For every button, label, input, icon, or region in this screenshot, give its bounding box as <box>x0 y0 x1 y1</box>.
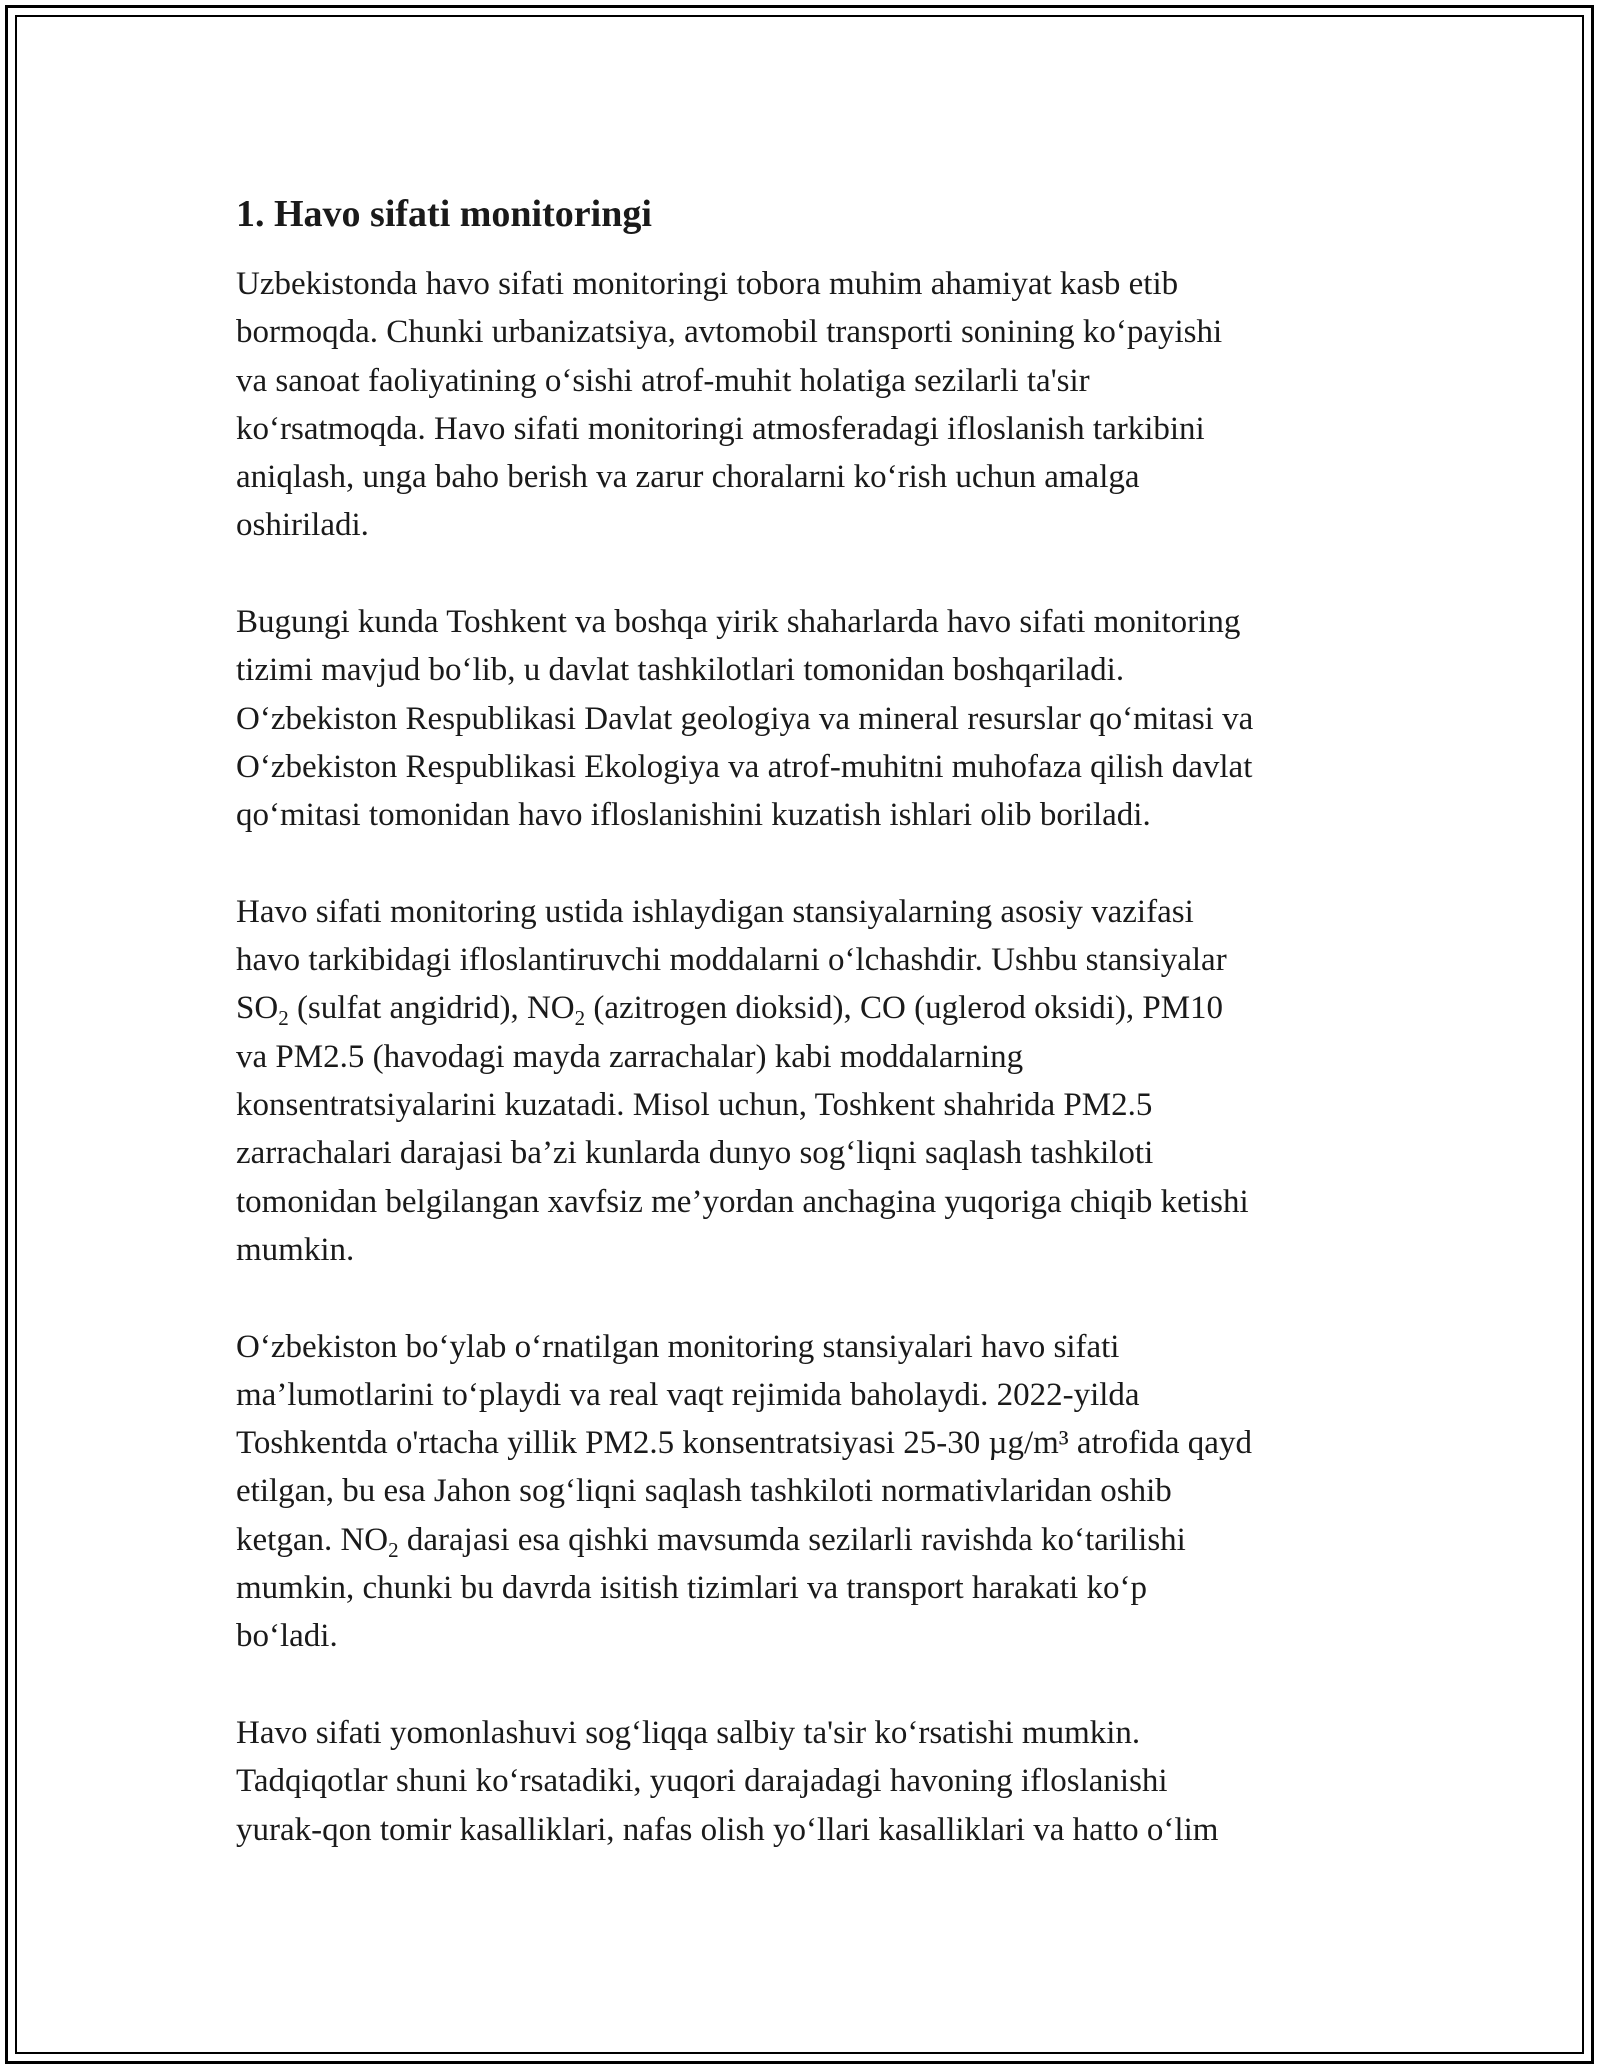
text-line: Uzbekistonda havo sifati monitoringi tobora muhim ahamiyat kasb etib <box>236 266 1179 302</box>
text-line: Havo sifati yomonlashuvi sog‘liqqa salbiy ta'sir ko‘rsatishi mumkin. <box>236 1714 1141 1751</box>
text-line: va sanoat faoliyatining o‘sishi atrof-muhit holatiga sezilarli ta'sir <box>236 362 1090 399</box>
text-line: O‘zbekiston bo‘ylab o‘rnatilgan monitoring stansiyalari havo sifati <box>236 1328 1120 1365</box>
paragraph-4 <box>236 1323 1386 1661</box>
paragraph-gap <box>236 840 1386 888</box>
text-line: yurak-qon tomir kasalliklari, nafas olish yo‘llari kasalliklari va hatto o‘lim <box>236 1811 1219 1848</box>
subscript: 2 <box>388 1537 399 1562</box>
paragraph-gap <box>236 1274 1386 1322</box>
section-title: 1. Havo sifati monitoringi <box>236 193 652 235</box>
text-line: qo‘mitasi tomonidan havo ifloslanishini kuzatish ishlari olib boriladi. <box>236 797 1151 834</box>
text-line: zarrachalari darajasi ba’zi kunlarda dunyo sog‘liqni saqlash tashkiloti <box>236 1135 1154 1172</box>
paragraph-gap <box>236 1661 1386 1709</box>
text-line: O‘zbekiston Respublikasi Davlat geologiya va mineral resurslar qo‘mitasi va <box>236 700 1254 737</box>
text-span: ketgan. NO <box>236 1521 389 1558</box>
subscript: 2 <box>574 1006 586 1031</box>
subscript: 2 <box>278 1006 289 1031</box>
text-line: mumkin, chunki bu davrda isitish tizimlari va transport harakati ko‘p <box>236 1570 1147 1607</box>
text-line: va PM2.5 (havodagi mayda zarrachalar) kabi moddalarning <box>236 1038 1024 1075</box>
text-line <box>236 984 1386 1032</box>
text-span: (sulfat angidrid), NO <box>288 990 575 1027</box>
paragraph-3 <box>236 888 1386 1274</box>
text-span: (azitrogen dioksid), CO (uglerod oksidi), PM10 <box>585 990 1224 1027</box>
text-line: bormoqda. Chunki urbanizatsiya, avtomobil transporti sonining ko‘payishi <box>236 314 1223 351</box>
text-line: tomonidan belgilangan xavfsiz me’yordan anchagina yuqoriga chiqib ketishi <box>236 1183 1249 1220</box>
paragraph-5 <box>236 1709 1386 1854</box>
text-span: darajasi esa qishki mavsumda sezilarli ravishda ko‘tarilishi <box>398 1521 1186 1558</box>
paragraph-2 <box>236 598 1386 839</box>
text-line: O‘zbekiston Respublikasi Ekologiya va atrof-muhitni muhofaza qilish davlat <box>236 748 1253 785</box>
text-line: Bugungi kunda Toshkent va boshqa yirik shaharlarda havo sifati monitoring <box>236 604 1241 641</box>
paragraph-1 <box>236 260 1386 550</box>
text-line: oshiriladi. <box>236 507 369 544</box>
text-span: SO <box>236 990 279 1027</box>
paragraph-gap <box>236 550 1386 598</box>
text-line: konsentratsiyalarini kuzatadi. Misol uchun, Toshkent shahrida PM2.5 <box>236 1087 1153 1124</box>
text-line: etilgan, bu esa Jahon sog‘liqni saqlash tashkiloti normativlaridan oshib <box>236 1473 1172 1510</box>
text-line: Havo sifati monitoring ustida ishlaydigan stansiyalarning asosiy vazifasi <box>236 893 1194 930</box>
text-line: havo tarkibidagi ifloslantiruvchi moddalarni o‘lchashdir. Ushbu stansiyalar <box>236 942 1227 979</box>
text-line: ma’lumotlarini to‘playdi va real vaqt rejimida baholaydi. 2022-yilda <box>236 1376 1140 1413</box>
text-line: tizimi mavjud bo‘lib, u davlat tashkilotlari tomonidan boshqariladi. <box>236 652 1125 689</box>
text-line: Tadqiqotlar shuni ko‘rsatadiki, yuqori darajadagi havoning ifloslanishi <box>236 1763 1168 1800</box>
text-line: mumkin. <box>236 1231 355 1268</box>
text-line: Toshkentda o'rtacha yillik PM2.5 konsentratsiyasi 25-30 µg/m³ atrofida qayd <box>236 1425 1252 1462</box>
text-line: aniqlash, unga baho berish va zarur choralarni ko‘rish uchun amalga <box>236 459 1140 496</box>
text-line: bo‘ladi. <box>236 1618 338 1655</box>
text-line <box>236 1516 1386 1564</box>
document-body <box>236 190 1386 1854</box>
text-line: ko‘rsatmoqda. Havo sifati monitoringi atmosferadagi ifloslanish tarkibini <box>236 410 1205 447</box>
